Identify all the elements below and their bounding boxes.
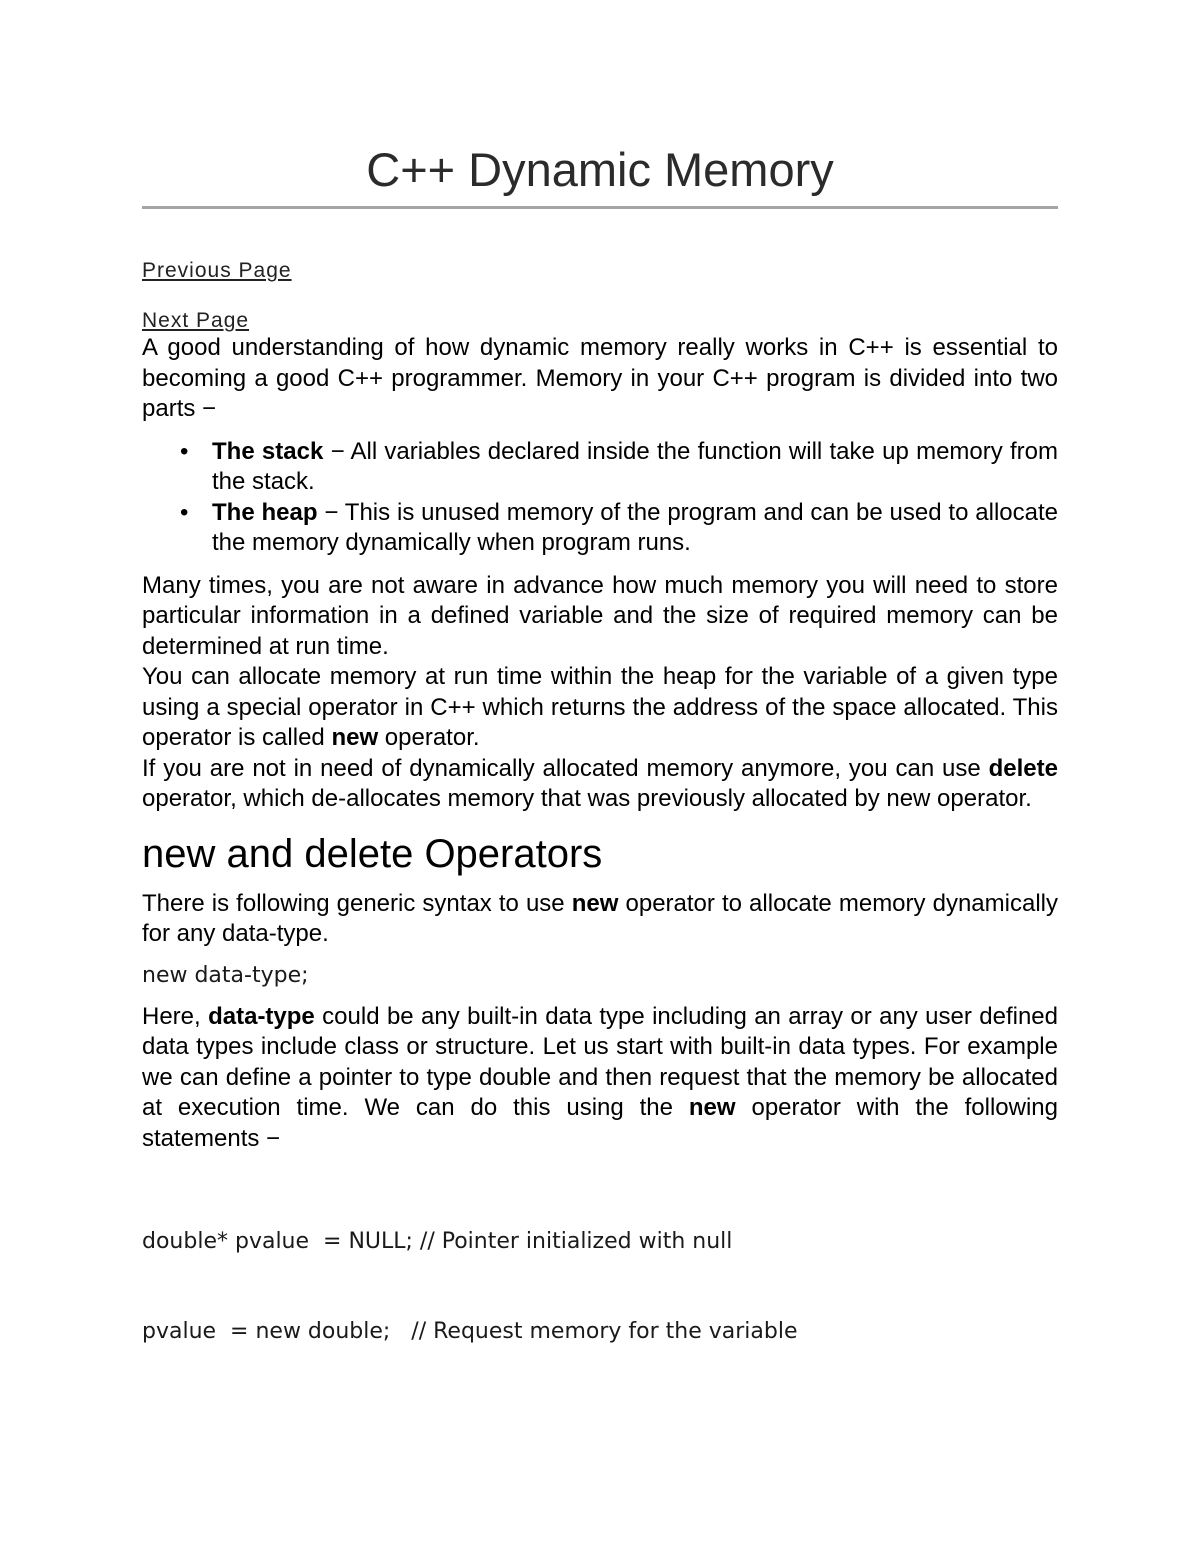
paragraph-delete: If you are not in need of dynamically allocated memory anymore, you can use delete operator, which de-allocates memory that was previously allocated by new operator. [142,754,1058,812]
paragraph-many-times: Many times, you are not aware in advance how much memory you will need to store particular information in a defined variable and the size of required memory can be determined at run time. [142,571,1058,660]
paragraph-allocate: You can allocate memory at run time within the heap for the variable of a given type using a special operator in C++ which returns the address of the space allocated. This operator is called new operator. [142,663,1058,751]
list-item [142,498,1058,559]
intro-paragraph: A good understanding of how dynamic memory really works in C++ is essential to becoming a good C++ programmer. Memory in your C++ program is divided into two parts − [142,334,1058,422]
paragraph-syntax: There is following generic syntax to use new operator to allocate memory dynamically for any data-type. [142,889,1058,947]
code-line: double* pvalue = NULL; // Pointer initialized with null [142,1229,733,1254]
code-block [142,1167,1058,1407]
code-syntax: new data-type; [142,962,309,988]
keyword-delete: delete [988,754,1058,782]
keyword-new: new [571,889,619,917]
paragraph-here: Here, data-type could be any built-in data type including an array or any user defined data types include class or structure. Let us start with built-in data types. For example we can define a pointer to type double and then request that the memory be allocated at execution time. We can do this using the new operator with the following statements − [142,1002,1059,1152]
page-title: C++ Dynamic Memory [142,140,1058,209]
list-item-text: − This is unused memory of the program and can be used to allocate the memory dynamically when program runs. [212,498,1058,556]
next-page-link[interactable]: Next Page [142,309,250,332]
code-line: pvalue = new double; // Request memory for the variable [142,1319,798,1344]
bullet-icon: • [180,498,189,526]
keyword-new: new [688,1094,736,1121]
list-item-term: The stack [212,437,324,465]
previous-page-link[interactable]: Previous Page [142,259,292,282]
keyword-new: new [331,724,379,751]
document-page [142,140,1058,1407]
memory-parts-list [142,437,1058,559]
keyword-data-type: data-type [208,1002,315,1030]
section-heading: new and delete Operators [142,831,603,876]
list-item-term: The heap [212,498,318,526]
list-item-text: − All variables declared inside the function will take up memory from the stack. [212,437,1058,495]
list-item [142,437,1058,498]
bullet-icon: • [180,437,189,465]
